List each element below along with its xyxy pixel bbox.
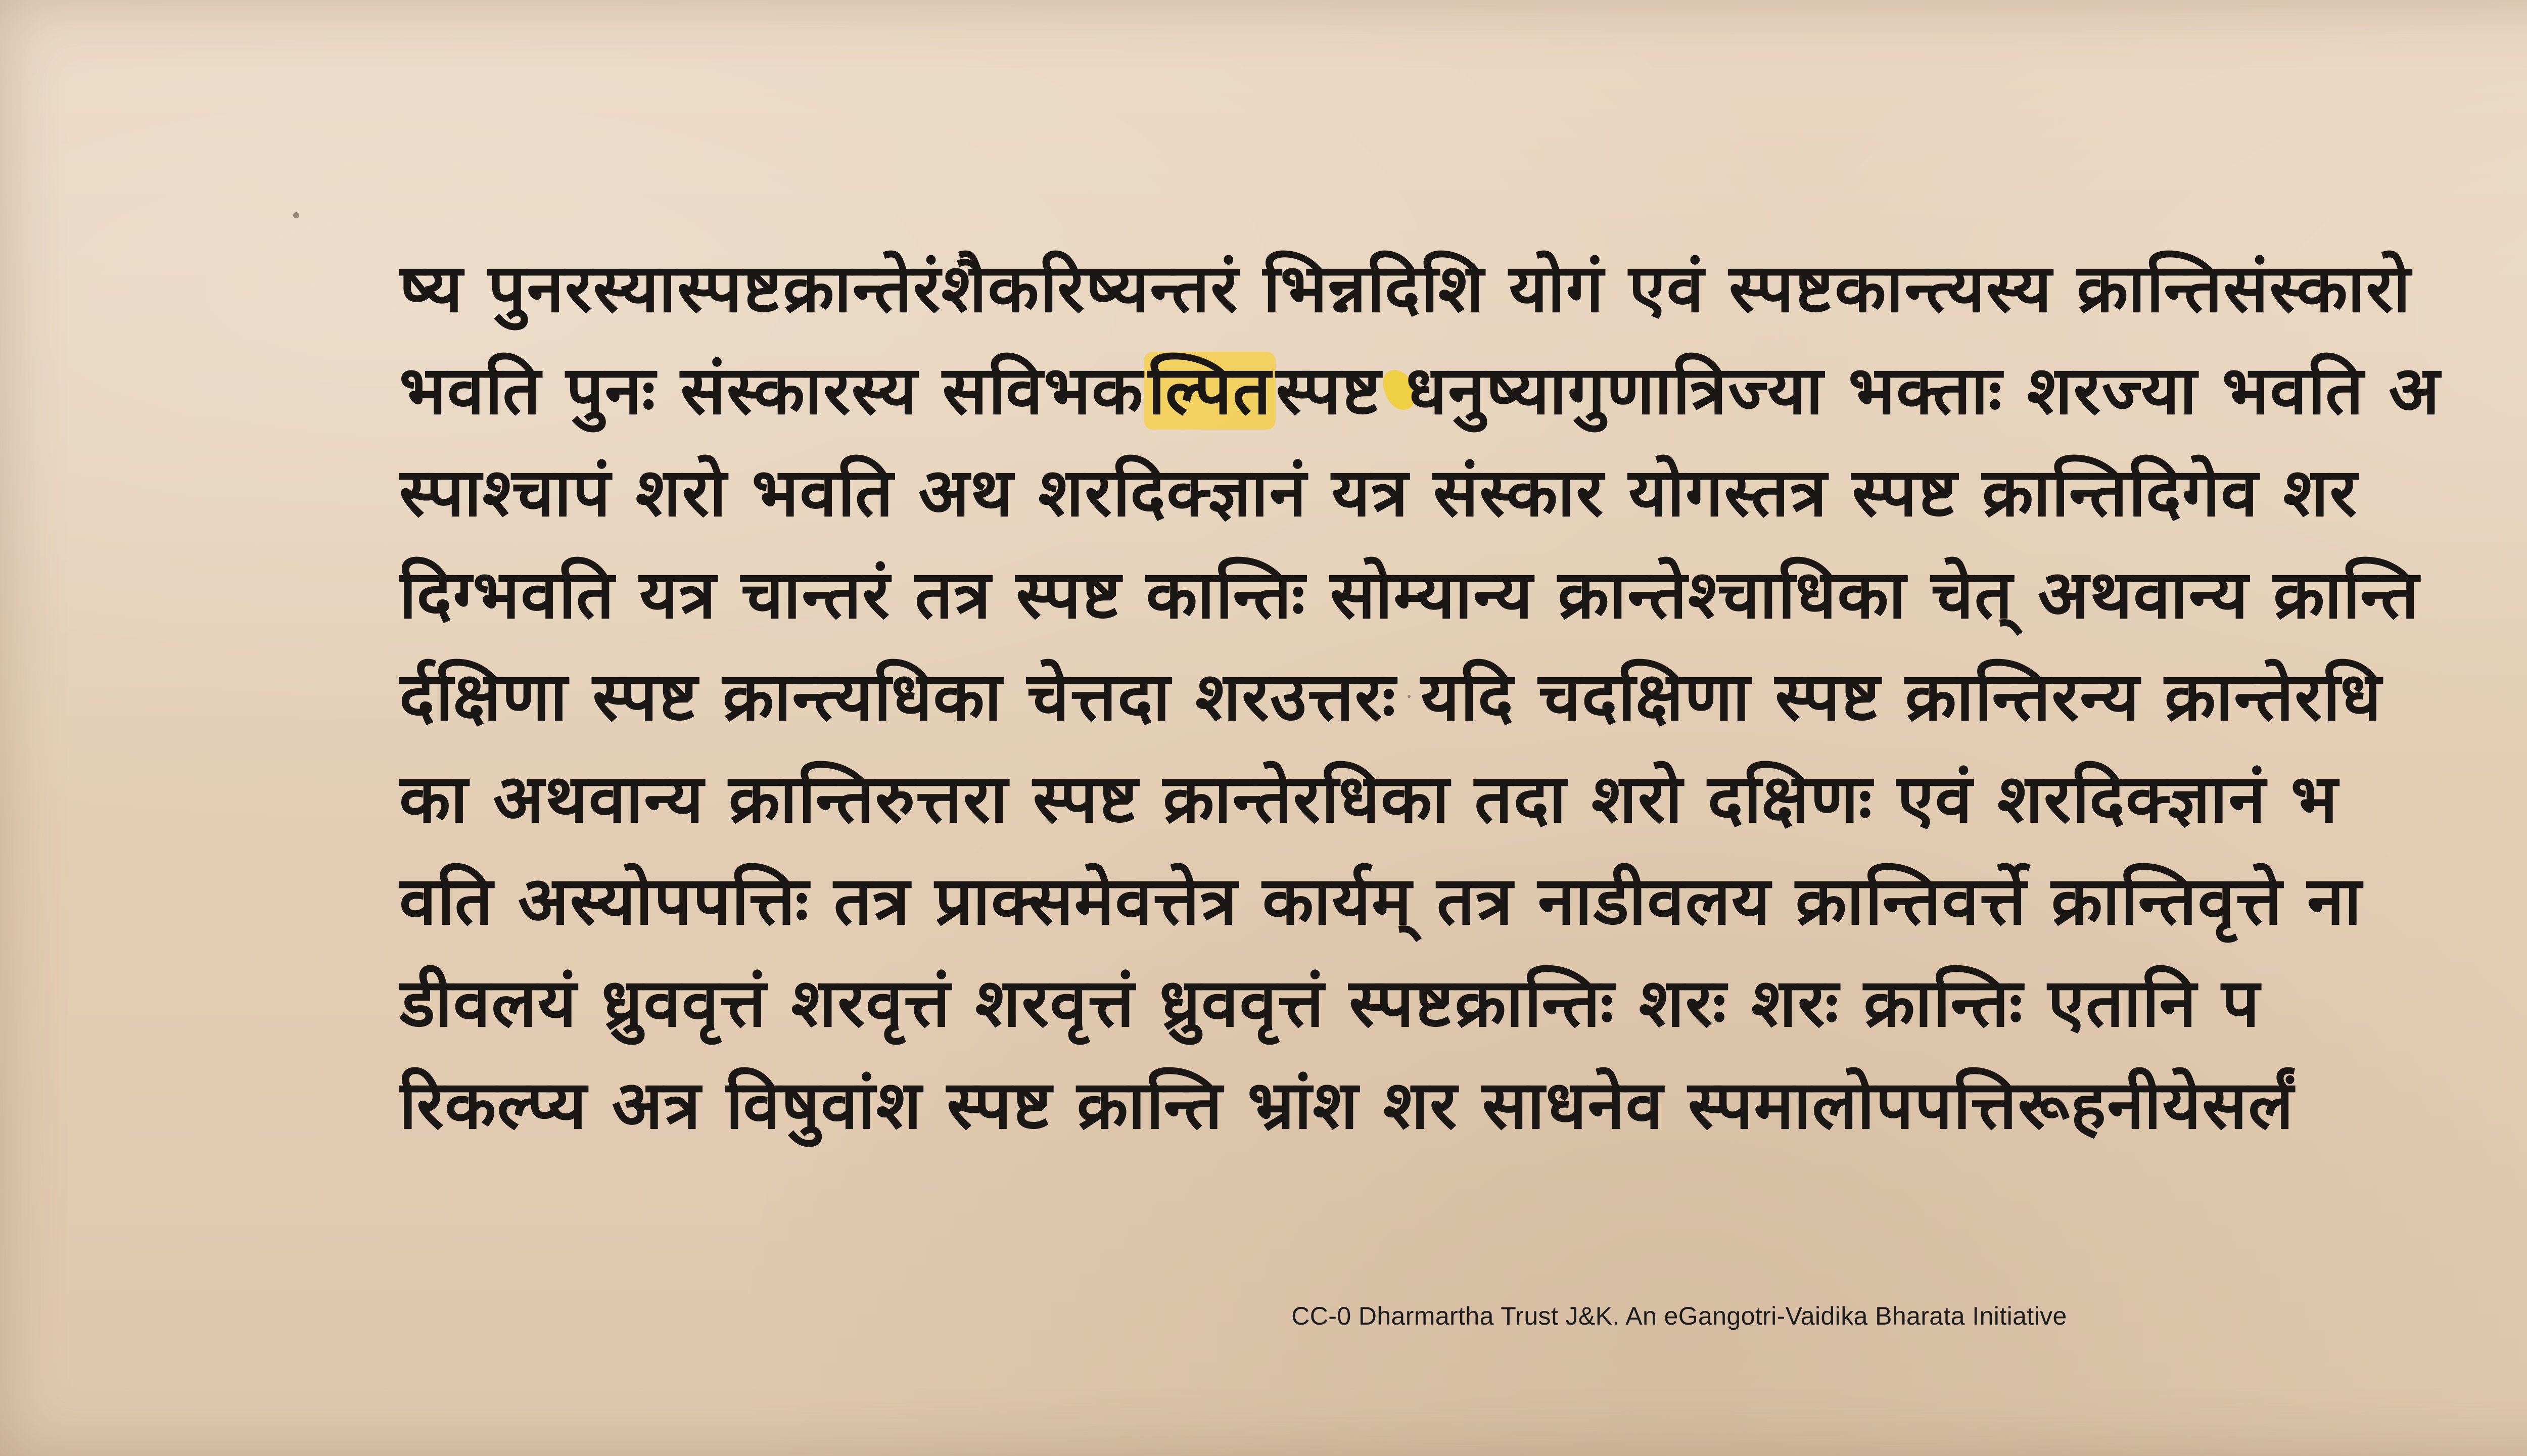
manuscript-text-block (399, 238, 2527, 1198)
manuscript-line-6: का अथवान्य क्रान्तिरुत्तरा स्पष्ट क्रान्तेरधिका तदा शरो दक्षिणः एवं शरदिक्ज्ञानं भ (399, 760, 2339, 838)
manuscript-line-8: डीवलयं ध्रुववृत्तं शरवृत्तं शरवृत्तं ध्रुववृत्तं स्पष्टक्रान्तिः शरः शरः क्रान्तिः एतानि प (399, 964, 2261, 1042)
manuscript-line-2-start: भवति पुनः संस्कारस्य सविभक (399, 352, 1144, 430)
manuscript-line-9: रिकल्प्य अत्र विषुवांश स्पष्ट क्रान्ति भ्रांश शर साधनेव स्पमालोपपत्तिरूहनीयेसर्लं (399, 1066, 2295, 1144)
manuscript-line-3: स्पाश्चापं शरो भवति अथ शरदिक्ज्ञानं यत्र संस्कार योगस्तत्र स्पष्ट क्रान्तिदिगेव शर (399, 454, 2358, 532)
manuscript-line-5: र्दक्षिणा स्पष्ट क्रान्त्यधिका चेत्तदा शरउत्तरः यदि चदक्षिणा स्पष्ट क्रान्तिरन्य क्रान्तेरधि (399, 658, 2382, 736)
footer-credit: CC-0 Dharmartha Trust J&K. An eGangotri-Vaidika Bharata Initiative (1291, 1302, 2067, 1330)
highlighted-text: ल्पित (1144, 352, 1276, 430)
manuscript-line-2 (399, 340, 2527, 442)
manuscript-line-4: दिग्भवति यत्र चान्तरं तत्र स्पष्ट कान्तिः सोम्यान्य क्रान्तेश्चाधिका चेत् अथवान्य क्रान्ति (399, 556, 2420, 634)
manuscript-line-7: वति अस्योपपत्तिः तत्र प्राक्समेवत्तेत्र कार्यम् तत्र नाडीवलय क्रान्तिवर्त्ते क्रान्तिवृत्ते ना (399, 862, 2363, 940)
manuscript-line-2-end: स्पष्ट धनुष्यागुणात्रिज्या भक्ताः शरज्या भवति अ (1276, 352, 2441, 430)
paper-speck (293, 212, 299, 218)
manuscript-line-1: ष्य पुनरस्यास्पष्टक्रान्तेरंशैकरिष्यन्तरं भिन्नदिशि योगं एवं स्पष्टकान्त्यस्य क्रान्तिसंस्कारो (399, 250, 2412, 327)
